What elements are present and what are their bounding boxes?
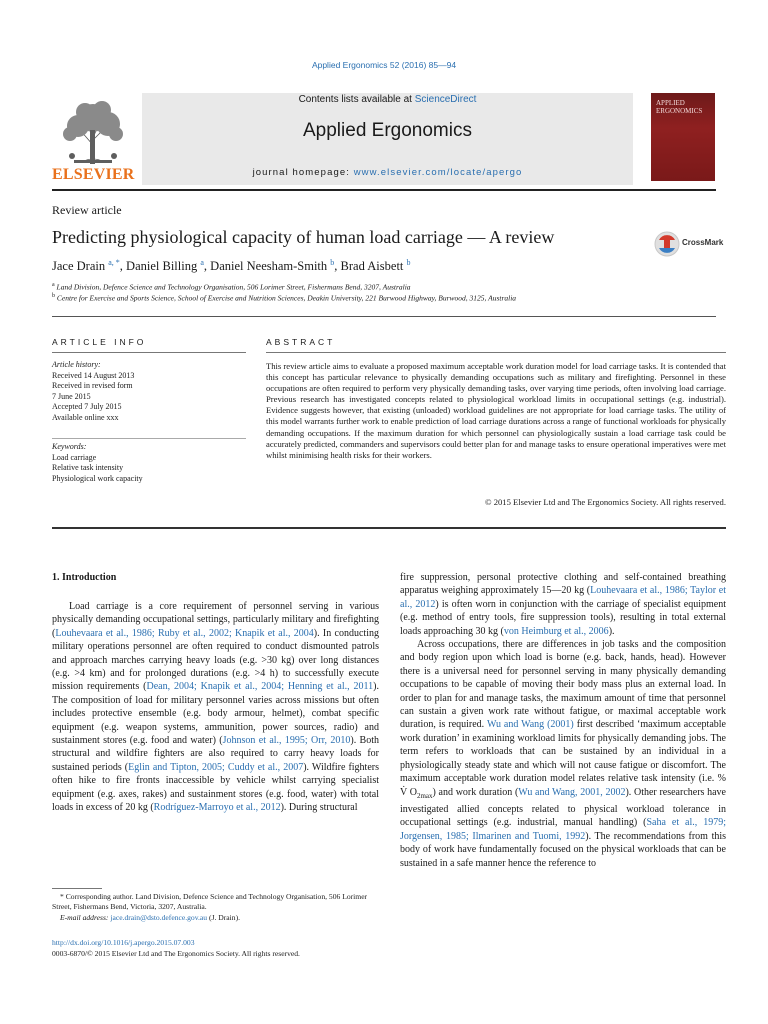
- text-run: ). Both structural and wildfire fighters are also required to carry heavy loads for sustained periods (: [52, 735, 379, 773]
- citation-link[interactable]: Wu and Wang, 2001, 2002: [518, 786, 626, 798]
- abstract-copyright: © 2015 Elsevier Ltd and The Ergonomics Society. All rights reserved.: [485, 497, 726, 507]
- citation-link[interactable]: Dean, 2004; Knapik et al., 2004; Henning et al., 2011: [146, 681, 374, 693]
- publisher-wordmark[interactable]: ELSEVIER: [52, 166, 135, 183]
- article-type: Review article: [52, 203, 122, 217]
- author-list: Jace Drain $^{a, *}$, Daniel Billing $^a$, Daniel Neesham-Smith $^b$, Brad Aisbett $^b$: [52, 258, 411, 274]
- homepage-prefix: journal homepage:: [252, 167, 354, 178]
- affiliation-marker: a: [52, 282, 55, 288]
- citation-link[interactable]: Johnson et al., 1995; Orr, 2010: [222, 735, 351, 747]
- author-name: Daniel Billing: [126, 259, 198, 274]
- text-run: Across occupations, there are differences in job tasks and the composition and body region upon which load is borne (e.g. back, hands, head). However there is a universal need for personnel serving in many physically demanding occupations to be capable of moving their body mass plus an external load. In order to plan for and manage tasks, the maximum amount of time that personnel can sustain a given work rate without fatigue, or maximal acceptable work duration, is required.: [400, 639, 726, 731]
- affiliation-a: [52, 282, 411, 292]
- body-column-left: [52, 600, 379, 815]
- history-item: Accepted 7 July 2015: [52, 402, 122, 412]
- keywords-label: Keywords:: [52, 442, 87, 451]
- article-info-heading: ARTICLE INFO: [52, 337, 147, 347]
- text-run: ). The composition of load for military personnel varies across missions but often includes protective ensemble (e.g. body armour, helmet), combat specific equipment (e.g. weapon systems, ammunition, power sources, radio) and sustainment stores (e.g. food and water) (: [52, 681, 379, 747]
- text-run: ) is often worn in conjunction with the carriage of specialist equipment (e.g. method of entry tools, fire suppression tools), resulting in total external loads approaching 30 kg (: [400, 598, 727, 637]
- body-paragraph: [400, 571, 726, 638]
- citation-link[interactable]: Louhevaara et al., 1986; Taylor et al., 2012: [400, 585, 726, 610]
- email-suffix: (J. Drain).: [207, 912, 241, 922]
- author-name: Brad Aisbett: [340, 259, 404, 274]
- text-run: ) and work duration (: [432, 786, 519, 798]
- citation-link[interactable]: Saha et al., 1979; Jorgensen, 1985; Ilmarinen and Tuomi, 1992: [400, 817, 727, 842]
- journal-title: Applied Ergonomics: [303, 120, 472, 141]
- affiliation-marker: b: [52, 293, 55, 299]
- author-affiliation-marker[interactable]: b: [330, 258, 335, 267]
- citation-link[interactable]: von Heimburg et al., 2006: [503, 625, 609, 637]
- text-run: ). Wildfire fighters often hike to fire fronts inaccessible by vehicle whilst carrying specialist equipment (e.g. axes, rakes) and sustainment stores (e.g. food, water) with total loads in excess of 20 kg (: [52, 761, 379, 814]
- footnote-email-line: [52, 913, 379, 923]
- text-run: first described ‘maximum acceptable work duration’ in examining workload limits for physically demanding jobs. The term refers to workloads that can be sustained by an individual in a physiologically steady state and which will not cause fatigue or discomfort. The maximum acceptable work duration model relates relative task intensity (i.e. % V̇ O: [400, 719, 726, 798]
- footnote-corresponding: [52, 892, 379, 913]
- paper-title: Predicting physiological capacity of human load carriage — A review: [52, 227, 555, 247]
- footnote-text: Corresponding author. Land Division, Defence Science and Technology Organisation, 506 Lorimer Street, Fishermans Bend, Victoria, 3207, Australia.: [52, 892, 368, 912]
- author-affiliation-marker[interactable]: b: [406, 258, 411, 267]
- text-run: ).: [608, 625, 615, 637]
- homepage-link[interactable]: www.elsevier.com/locate/apergo: [353, 167, 523, 178]
- sciencedirect-link[interactable]: ScienceDirect: [414, 94, 477, 105]
- text-run: fire suppression, personal protective clothing and self-contained breathing apparatus weighing approximately 15—20 kg (: [400, 572, 726, 597]
- journal-reference[interactable]: Applied Ergonomics 52 (2016) 85—94: [311, 60, 457, 70]
- history-item: Received 14 August 2013: [52, 370, 135, 380]
- article-history: [52, 360, 246, 424]
- journal-homepage-line: [142, 167, 633, 178]
- email-link[interactable]: jace.drain@dsto.defence.gov.au: [110, 912, 208, 922]
- history-label: Article history:: [52, 360, 101, 369]
- contents-prefix: Contents lists available at: [298, 94, 415, 105]
- author-name: Jace Drain: [52, 259, 106, 274]
- affiliation-divider: [52, 316, 716, 317]
- section-heading-introduction: 1. Introduction: [52, 572, 117, 583]
- journal-cover-title: APPLIED ERGONOMICS: [656, 99, 703, 115]
- author-name: Daniel Neesham-Smith: [210, 259, 328, 274]
- history-item: Available online xxx: [52, 412, 119, 422]
- author-affiliation-marker[interactable]: a, *: [108, 258, 120, 267]
- footnote-divider: [52, 888, 102, 889]
- keywords-divider: [52, 438, 246, 439]
- keyword[interactable]: Relative task intensity: [52, 463, 124, 473]
- subscript: 2max: [416, 791, 433, 800]
- abstract-divider: [266, 352, 726, 353]
- citation-link[interactable]: Eglin and Tipton, 2005; Cuddy et al., 2007: [128, 761, 304, 773]
- author-affiliation-marker[interactable]: a: [200, 258, 204, 267]
- history-item: Received in revised form: [52, 381, 133, 391]
- text-run: ). In conducting military operations personnel are often required to conduct dismounted patrols and approach marches carrying heavy loads (e.g. >30 kg) over long distances (e.g. >4 km) and for prolonged durations (e.g. >4 h) to successfully execute mission requirements (: [52, 627, 379, 693]
- doi-link[interactable]: http://dx.doi.org/10.1016/j.apergo.2015.07.003: [52, 938, 195, 947]
- email-label: E-mail address:: [60, 912, 109, 922]
- issn-copyright: 0003-6870/© 2015 Elsevier Ltd and The Ergonomics Society. All rights reserved.: [52, 949, 300, 958]
- text-run: ). During structural: [280, 802, 358, 814]
- body-column-right: [400, 571, 726, 870]
- corresponding-author-footnote: [52, 892, 379, 923]
- body-paragraph: [400, 638, 726, 870]
- citation-link[interactable]: Wu and Wang (2001): [486, 719, 574, 731]
- abstract-text: This review article aims to evaluate a proposed maximum acceptable work duration model for load carriage tasks. It is contended that this concept has particular relevance to physically demanding occupations such as military and firefighting. Personnel in these occupations are often required to perform very physically demanding tasks, over varying time periods, often involving load carriage. Previous research has investigated concepts related to physiological workload limits in occupational settings (e.g. industrial). Evidence suggests however, that existing (unloaded) workload guidelines are not appropriate for load carriage tasks. The utility of this model warrants further work to enable prediction of load carriage durations across a range of functional workloads for physically demanding occupations. If the maximum duration for which personnel can physiologically sustain a load carriage task could be accurately predicted, commanders and supervisors could better plan for and manage tasks to ensure operational imperatives were met whilst minimising health risks for their workers.: [266, 361, 726, 460]
- citation-link[interactable]: Rodríguez-Marroyo et al., 2012: [153, 802, 281, 814]
- keywords-block: [52, 442, 246, 484]
- history-item: 7 June 2015: [52, 391, 91, 401]
- keyword[interactable]: Physiological work capacity: [52, 473, 143, 483]
- keyword[interactable]: Load carriage: [52, 452, 97, 462]
- text-run: Load carriage is a core requirement of personnel serving in various physically demanding occupational settings, particularly military and firefighting (: [52, 601, 379, 639]
- footnote-star: *: [60, 892, 66, 901]
- text-run: ). The recommendations from this body of work have fundamentally focused on the physical workloads that can be sustained in a safe manner hence the reference to: [400, 830, 727, 869]
- citation-link[interactable]: Louhevaara et al., 1986; Ruby et al., 2002; Knapik et al., 2004: [55, 627, 314, 639]
- text-run: ). Other researchers have investigated allied concepts related to physical workload tolerance in occupational settings (e.g. industrial, manual handling) (: [400, 786, 727, 829]
- affiliation-text: Land Division, Defence Science and Technology Organisation, 506 Lorimer Street, Fishermans Bend, 3207, Australia: [56, 282, 411, 292]
- affiliation-text: Centre for Exercise and Sports Science, School of Exercise and Nutrition Sciences, Deakin University, 221 Burwood Highway, Burwood, 3125, Australia: [56, 293, 517, 303]
- abstract-heading: ABSTRACT: [266, 337, 336, 347]
- crossmark-label[interactable]: CrossMark: [682, 238, 724, 247]
- body-paragraph: [52, 600, 379, 815]
- header-divider: [52, 189, 716, 191]
- contents-available-line: [142, 94, 633, 105]
- affiliation-b: [52, 293, 516, 303]
- article-info-divider: [52, 352, 246, 353]
- abstract-bottom-divider: [52, 527, 726, 529]
